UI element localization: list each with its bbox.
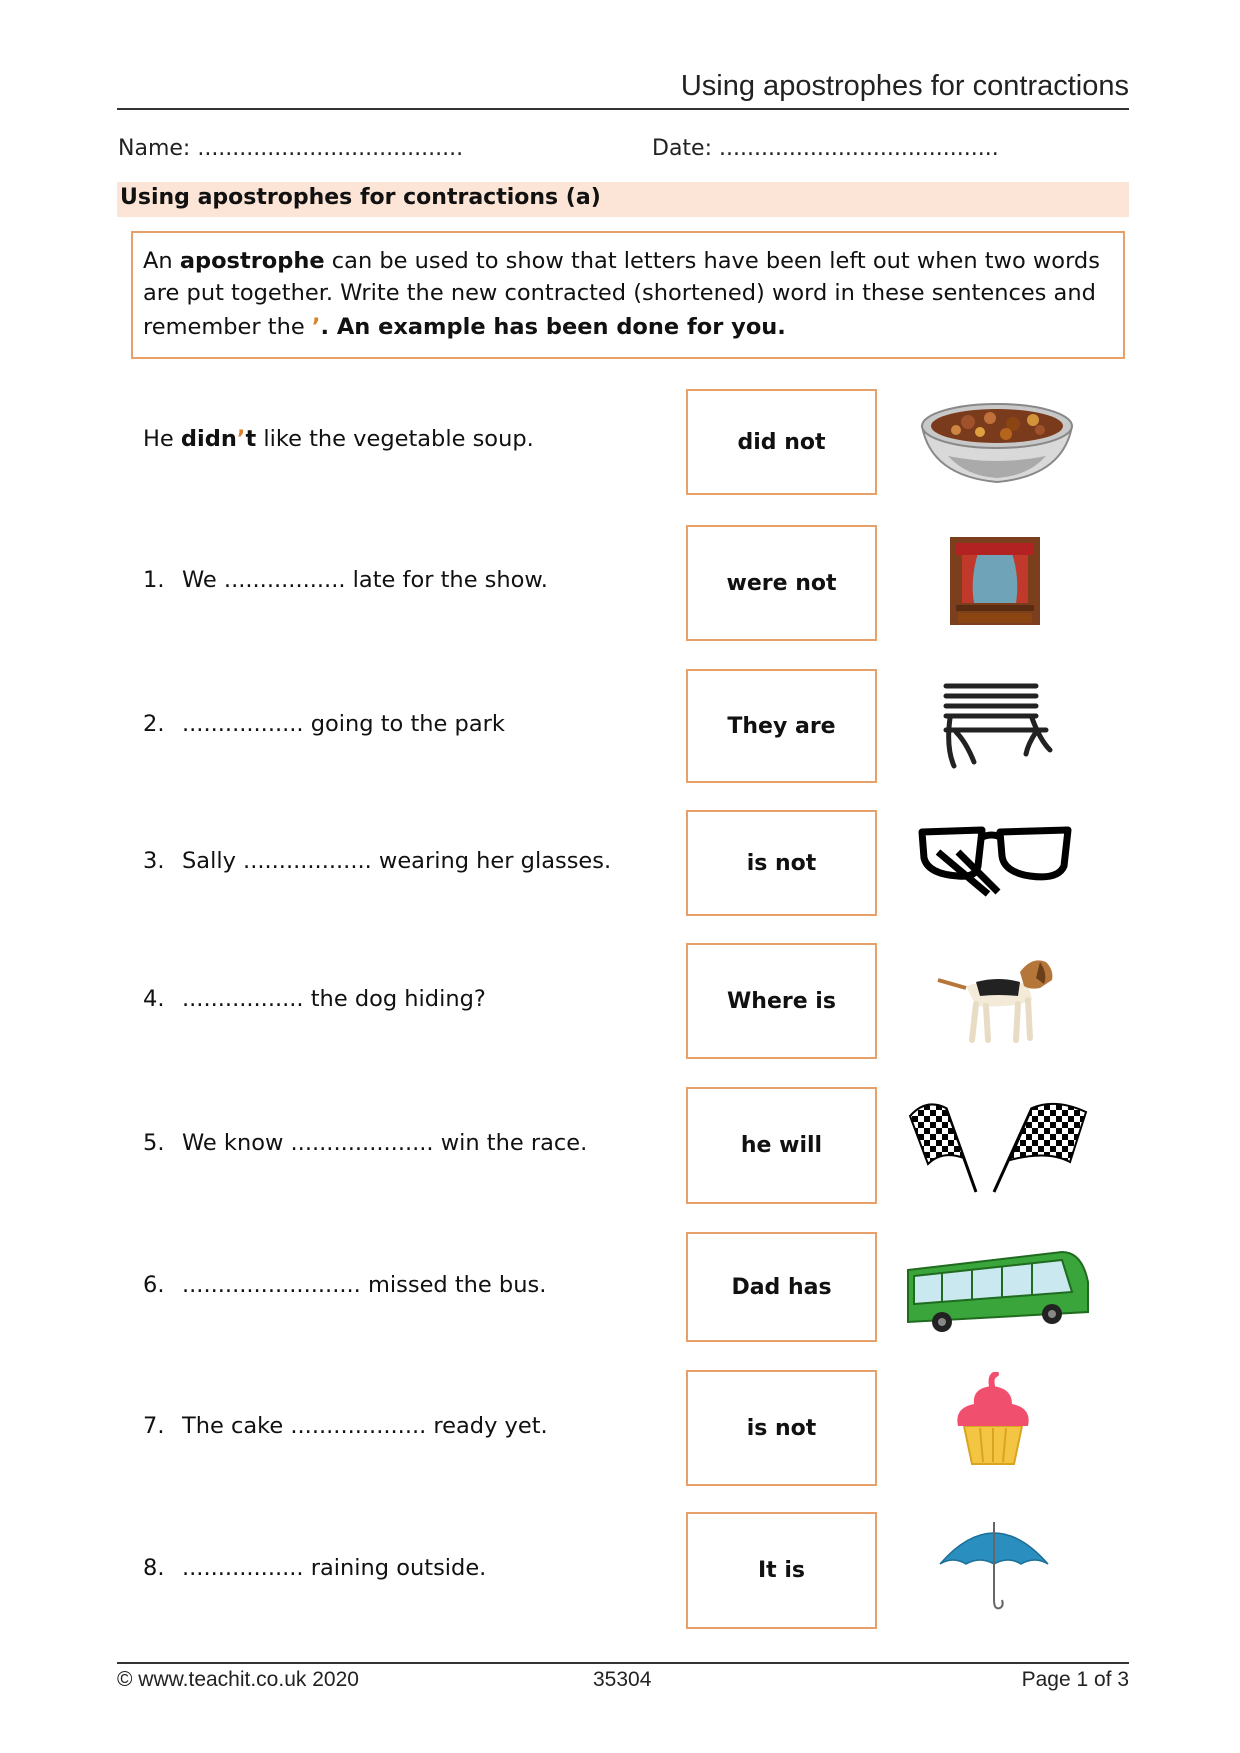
footer-page: Page 1 of 3 — [1021, 1668, 1129, 1691]
instructions-line-2: are put together. Write the new contracted (shortened) word in these sentences and — [143, 280, 1096, 306]
footer-code: 35304 — [593, 1668, 652, 1691]
dog-icon — [936, 950, 1062, 1046]
date-dots: ........................................ — [719, 136, 999, 161]
umbrella-icon — [938, 1516, 1050, 1612]
section-title: Using apostrophes for contractions (a) — [120, 185, 601, 210]
answer-box-7: is not — [686, 1370, 877, 1486]
page-title: Using apostrophes for contractions — [680, 70, 1129, 102]
name-field[interactable] — [118, 136, 463, 161]
checkered-flags-icon — [906, 1098, 1092, 1194]
glasses-icon — [918, 822, 1076, 900]
footer-rule — [117, 1662, 1129, 1664]
question-3: 3. Sally .................. wearing her glasses. — [143, 848, 612, 874]
instructions-line-3: remember the ’. An example has been done for you. — [143, 314, 786, 340]
answer-box-3: is not — [686, 810, 877, 916]
bus-icon — [902, 1242, 1092, 1336]
answer-box-8: It is — [686, 1512, 877, 1629]
question-2: 2. ................. going to the park — [143, 711, 505, 737]
question-4: 4. ................. the dog hiding? — [143, 986, 486, 1012]
question-7: 7. The cake ................... ready yet. — [143, 1413, 548, 1439]
date-field[interactable] — [652, 136, 999, 161]
header-rule — [117, 108, 1129, 110]
answer-box-2: They are — [686, 669, 877, 783]
theatre-stage-icon — [948, 535, 1042, 627]
park-bench-icon — [936, 678, 1054, 770]
name-label: Name: — [118, 136, 191, 161]
date-label: Date: — [652, 136, 712, 161]
answer-box-6: Dad has — [686, 1232, 877, 1342]
answer-box-1: were not — [686, 525, 877, 641]
cupcake-icon — [950, 1372, 1036, 1468]
answer-box-5: he will — [686, 1087, 877, 1204]
answer-box-4: Where is — [686, 943, 877, 1059]
instructions-line-1: An apostrophe can be used to show that letters have been left out when two words — [143, 248, 1100, 274]
name-dots: ...................................... — [197, 136, 464, 161]
footer-copyright: © www.teachit.co.uk 2020 — [117, 1668, 359, 1691]
apostrophe-term: apostrophe — [179, 248, 325, 274]
question-1: 1. We ................. late for the show. — [143, 567, 548, 593]
example-answer-box: did not — [686, 389, 877, 495]
question-8: 8. ................. raining outside. — [143, 1555, 487, 1581]
soup-bowl-icon — [918, 396, 1076, 486]
example-sentence: He didn’t like the vegetable soup. — [143, 426, 534, 452]
question-5: 5. We know .................... win the race. — [143, 1130, 588, 1156]
question-6: 6. ......................... missed the bus. — [143, 1272, 547, 1298]
